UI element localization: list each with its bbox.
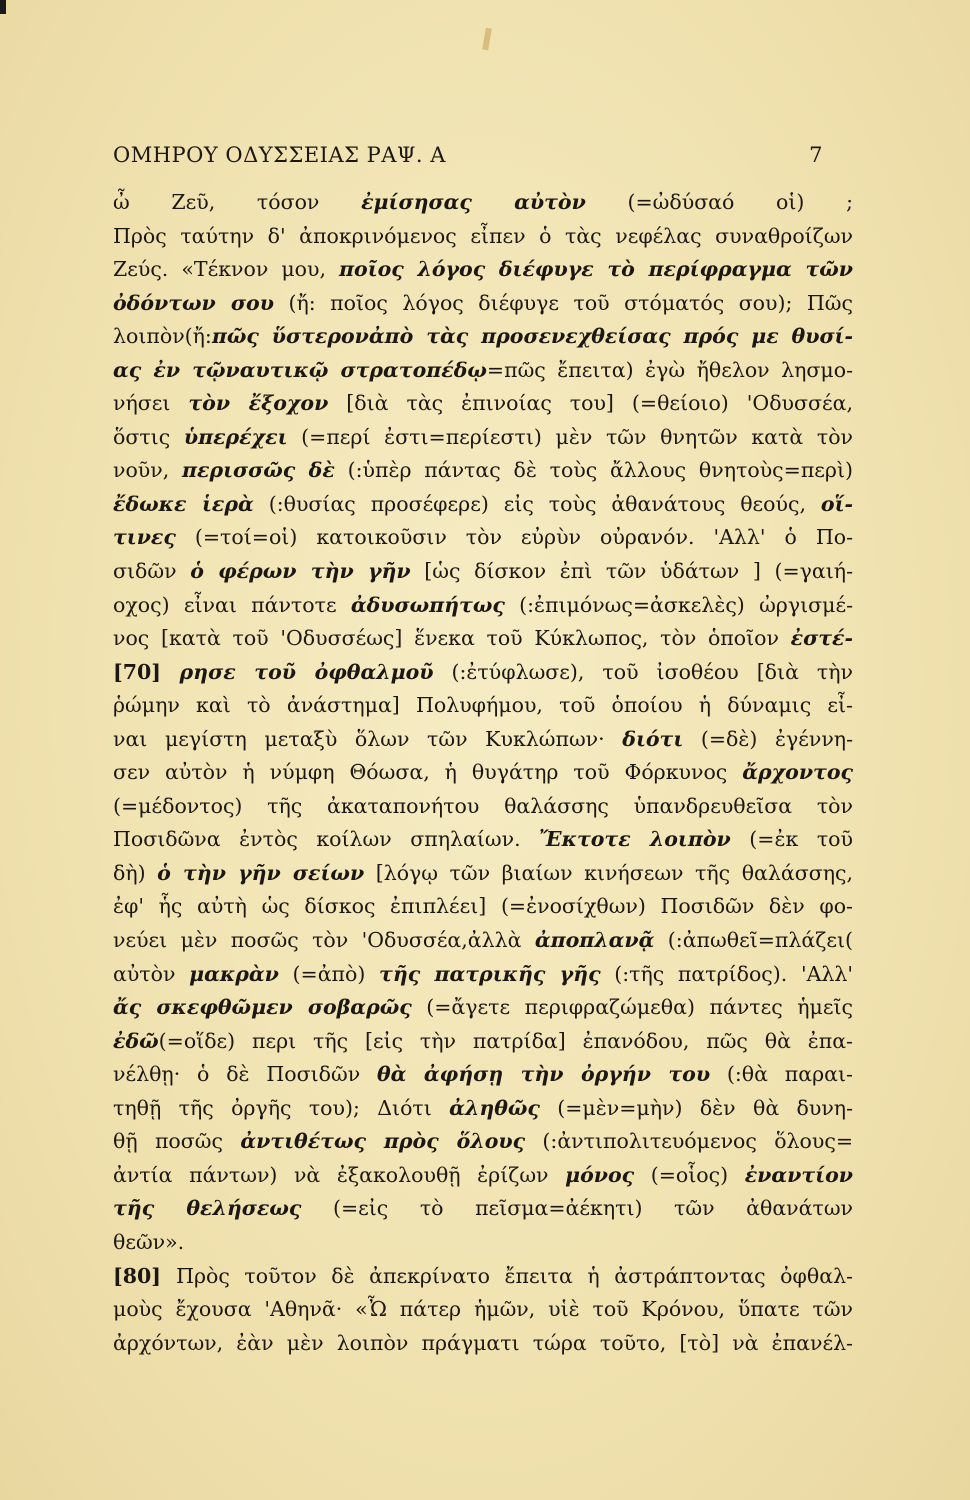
paper-stain — [482, 28, 492, 51]
text-line — [113, 589, 853, 623]
text-line — [113, 823, 853, 857]
text-line — [113, 387, 853, 421]
gloss: τηθῇ τῆς ὀργῆς του); Διότι — [113, 1095, 450, 1120]
gloss: θῇ ποσῶς — [113, 1129, 241, 1154]
text-line — [113, 1092, 853, 1126]
gloss: ὦ Ζεῦ, τόσον — [113, 190, 362, 214]
lemma: πῶς ὕστερονἀπὸ τὰς προσενεχθείσας πρός με θυσί- — [211, 324, 853, 349]
text-line — [113, 958, 853, 992]
lemma: μόνος — [565, 1162, 635, 1187]
gloss: νος [κατὰ τοῦ 'Οδυσσέως] ἕνεκα τοῦ Κύκλωπος, τὸν ὁποῖον — [113, 626, 791, 651]
line-number: [80] — [113, 1263, 177, 1288]
gloss: ναι μεγίστη μεταξὺ ὅλων τῶν Κυκλώπων· — [113, 726, 623, 751]
lemma: ἐδῶ — [113, 1028, 159, 1053]
text-line — [113, 454, 853, 488]
lemma: τῆς πατρικῆς γῆς — [379, 961, 601, 986]
gloss: ἀντία πάντων) νὰ ἐξακολουθῇ ἐρίζων — [113, 1162, 566, 1187]
gloss: (:ἀπωθεῖ=πλάζει( — [654, 928, 853, 953]
running-header — [113, 143, 823, 179]
gloss: ἐφ' ἧς αὐτὴ ὡς δίσκος ἐπιπλέει] (=ἐνοσίχθων) Ποσιδῶν δὲν φο- — [113, 894, 853, 919]
text-line — [113, 890, 853, 924]
running-title: ΟΜΗΡΟΥ ΟΔΥΣΣΕΙΑΣ ΡΑΨ. Α — [113, 143, 446, 167]
gloss: ὅστις — [113, 424, 184, 449]
lemma: θὰ ἀφήσῃ τὴν ὀργήν του — [376, 1062, 711, 1087]
gloss: (=τοί=οἱ) κατοικοῦσιν τὸν εὐρὺν οὐρανόν. 'Αλλ' ὁ Πο- — [175, 525, 853, 550]
lemma: περισσῶς δὲ — [182, 458, 335, 483]
gloss: (=οἵδε) περι τῆς [εἰς τὴν πατρίδα] ἐπανόδου, πῶς θὰ ἐπα- — [158, 1028, 853, 1053]
text-line — [113, 186, 853, 220]
gloss: σεν αὐτὸν ἡ νύμφη Θόωσα, ἡ θυγάτηρ τοῦ Φόρκυνος — [113, 760, 743, 785]
gloss: δὴ) — [113, 860, 158, 885]
gloss: (ἤ: ποῖος λόγος διέφυγε τοῦ στόματός σου); Πῶς — [273, 290, 853, 315]
gloss: λοιπὸν(ἤ: — [113, 324, 212, 349]
text-line — [113, 1159, 853, 1193]
page-number: 7 — [809, 143, 823, 167]
text-line — [113, 1293, 853, 1327]
lemma: διότι — [622, 726, 684, 751]
gloss: (=περί ἐστι=περίεστι) μὲν τῶν θνητῶν κατὰ τὸν — [287, 424, 853, 449]
text-line — [113, 790, 853, 824]
text-line — [113, 656, 853, 690]
text-line — [113, 521, 853, 555]
gloss: (=δὲ) ἐγέννη- — [683, 726, 853, 751]
text-line — [113, 622, 853, 656]
commentary-text — [113, 186, 853, 1360]
gloss: νεύει μὲν ποσῶς τὸν 'Οδυσσέα,ἀλλὰ — [113, 928, 535, 953]
text-line — [113, 1125, 853, 1159]
corner-mark — [0, 0, 6, 14]
text-line — [113, 287, 853, 321]
gloss: νοῦν, — [113, 458, 183, 483]
gloss: (:θυσίας προσέφερε) εἰς τοὺς ἀθανάτους θεούς, — [253, 491, 821, 516]
text-line — [113, 253, 853, 287]
lemma: ἐστέ- — [790, 626, 853, 651]
lemma: τῆς θελήσεως — [113, 1196, 302, 1221]
gloss: σιδῶν — [113, 559, 191, 584]
lemma: ἄς σκεφθῶμεν σοβαρῶς — [113, 995, 412, 1020]
lemma: ἐμίσησας αὐτὸν — [361, 190, 586, 214]
gloss: Πρὸς τοῦτον δὲ ἀπεκρίνατο ἔπειτα ἡ ἀστράπτοντας ὀφθαλ- — [176, 1263, 853, 1288]
text-line — [113, 421, 853, 455]
gloss: οχος) εἶναι πάντοτε — [113, 592, 351, 617]
text-line — [113, 1025, 853, 1059]
text-line — [113, 689, 853, 723]
gloss: μοὺς ἔχουσα 'Αθηνᾶ· «Ὦ πάτερ ἡμῶν, υἱὲ τοῦ Κρόνου, ὕπατε τῶν — [113, 1297, 853, 1322]
lemma: Ἔκτοτε λοιπὸν — [539, 827, 731, 852]
gloss: Ζεύς. «Τέκνον μου, — [113, 257, 340, 282]
gloss: Ποσιδῶνα ἐντὸς κοίλων σπηλαίων. — [113, 827, 540, 852]
gloss: (=ὠδύσαό οἱ) ; — [585, 190, 853, 214]
gloss: (:θὰ παραι- — [710, 1062, 853, 1087]
text-line — [113, 1192, 853, 1226]
lemma: ας ἐν τῷναυτικῷ στρατοπέδῳ — [113, 357, 487, 382]
text-line — [113, 857, 853, 891]
text-line — [113, 488, 853, 522]
gloss: (:ὑπὲρ πάντας δὲ τοὺς ἄλλους θνητοὺς=περὶ) — [334, 458, 853, 483]
gloss: ῥώμην καὶ τὸ ἀνάστημα] Πολυφήμου, τοῦ ὁποίου ἡ δύναμις εἶ- — [113, 693, 853, 718]
gloss: ἀρχόντων, ἐὰν μὲν λοιπὸν πράγματι τώρα τοῦτο, [τὸ] νὰ ἐπανέλ- — [113, 1330, 853, 1355]
text-line — [113, 220, 853, 254]
gloss: (=ἀπὸ) — [278, 961, 380, 986]
lemma: ἀληθῶς — [449, 1095, 540, 1120]
gloss: (=εἰς τὸ πεῖσμα=ἀέκητι) τῶν ἀθανάτων — [301, 1196, 853, 1221]
lemma: ἀδυσωπήτως — [350, 592, 505, 617]
lemma: ἀντιθέτως πρὸς ὅλους — [240, 1129, 526, 1154]
lemma: τινες — [113, 525, 176, 550]
text-line — [113, 756, 853, 790]
gloss: αὐτὸν — [113, 961, 190, 986]
text-line — [113, 1058, 853, 1092]
gloss: [λόγῳ τῶν βιαίων κινήσεων τῆς θαλάσσης, — [364, 860, 853, 885]
text-line — [113, 555, 853, 589]
gloss: (=μέδοντος) τῆς ἀκαταπονήτου θαλάσσης ὑπανδρευθεῖσα τὸν — [113, 793, 853, 818]
gloss: Πρὸς ταύτην δ' ἀποκρινόμενος εἶπεν ὁ τὰς νεφέλας συναθροίζων — [113, 223, 853, 248]
text-line — [113, 723, 853, 757]
gloss: (:τῆς πατρίδος). 'Αλλ' — [600, 961, 853, 986]
gloss: [διὰ τὰς ἐπινοίας του] (=θείοιο) 'Οδυσσέα, — [328, 391, 853, 416]
lemma: ὀδόντων σου — [113, 290, 274, 315]
lemma: ποῖος λόγος διέφυγε τὸ περίφραγμα τῶν — [339, 257, 853, 282]
text-line — [113, 320, 853, 354]
gloss: (:ἐτύφλωσε), τοῦ ἰσοθέου [διὰ τὴν — [433, 659, 853, 684]
gloss: =πῶς ἔπειτα) ἐγὼ ἤθελον λησμο- — [486, 357, 853, 382]
text-line — [113, 354, 853, 388]
gloss: νέλθῃ· ὁ δὲ Ποσιδῶν — [113, 1062, 377, 1087]
gloss: (=ἄγετε περιφραζώμεθα) πάντες ἡμεῖς — [411, 995, 853, 1020]
text-line — [113, 1327, 853, 1361]
gloss: (=ἐκ τοῦ — [730, 827, 853, 852]
lemma: τὸν ἔξοχον — [188, 391, 329, 416]
gloss: (:ἀντιπολιτευόμενος ὅλους= — [525, 1129, 853, 1154]
lemma: ἔδωκε ἱερὰ — [113, 491, 254, 516]
text-line — [113, 991, 853, 1025]
gloss: θεῶν». — [113, 1229, 185, 1254]
gloss: (=μὲν=μὴν) δὲν θὰ δυνη- — [539, 1095, 853, 1120]
lemma: ὁ φέρων τὴν γῆν — [190, 559, 411, 584]
lemma: ἀποπλανᾷ — [534, 928, 655, 953]
lemma: μακρὰν — [189, 961, 279, 986]
gloss: (:ἐπιμόνως=ἀσκελὲς) ὠργισμέ- — [504, 592, 853, 617]
lemma: ρησε τοῦ ὀφθαλμοῦ — [179, 659, 434, 684]
line-number: [70] — [113, 659, 180, 684]
gloss: [ὡς δίσκον ἐπὶ τῶν ὑδάτων ] (=γαιή- — [410, 559, 853, 584]
lemma: οἵ- — [820, 491, 853, 516]
text-line — [113, 1260, 853, 1294]
lemma: ἄρχοντος — [742, 760, 853, 785]
lemma: ἐναντίον — [744, 1162, 853, 1187]
lemma: ὁ τὴν γῆν σείων — [157, 860, 365, 885]
lemma: ὑπερέχει — [183, 424, 288, 449]
gloss: (=οἷος) — [634, 1162, 745, 1187]
gloss: νήσει — [113, 391, 189, 416]
text-line — [113, 924, 853, 958]
text-line — [113, 1226, 853, 1260]
